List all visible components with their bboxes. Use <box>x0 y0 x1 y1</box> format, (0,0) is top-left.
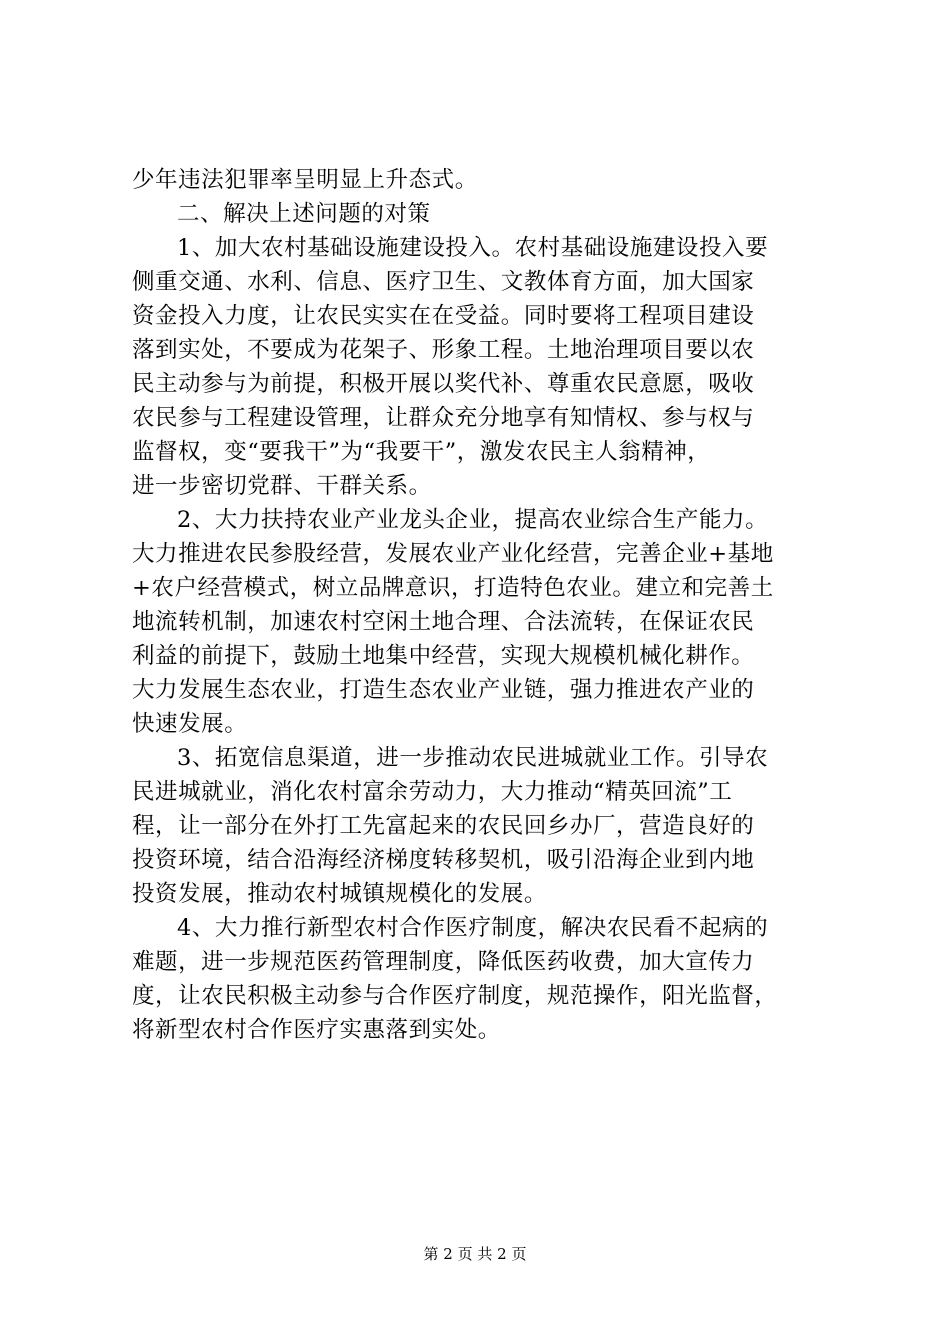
text-line: 2、大力扶持农业产业龙头企业，提高农业综合生产能力。 <box>177 507 769 533</box>
text-line: 度，让农民积极主动参与合作医疗制度，规范操作，阳光监督， <box>132 983 778 1009</box>
text-line: 快速发展。 <box>132 711 248 737</box>
text-line: 投资环境，结合沿海经济梯度转移契机，吸引沿海企业到内地 <box>132 847 755 873</box>
text-line: 利益的前提下，鼓励土地集中经营，实现大规模机械化耕作。 <box>132 643 755 669</box>
text-line: 3、拓宽信息渠道，进一步推动农民进城就业工作。引导农 <box>177 745 769 771</box>
text-line: 大力推进农民参股经营，发展农业产业化经营，完善企业+基地 <box>132 541 774 567</box>
text-line: 监督权，变“要我干”为“我要干”，激发农民主人翁精神， <box>132 439 711 465</box>
text-line: 进一步密切党群、干群关系。 <box>132 473 432 499</box>
text-line: 大力发展生态农业，打造生态农业产业链，强力推进农产业的 <box>132 677 755 703</box>
text-line: 投资发展，推动农村城镇规模化的发展。 <box>132 881 547 907</box>
text-line: 地流转机制，加速农村空闲土地合理、合法流转，在保证农民 <box>132 609 755 635</box>
text-line: +农户经营模式，树立品牌意识，打造特色农业。建立和完善土 <box>132 575 774 601</box>
text-line: 少年违法犯罪率呈明显上升态式。 <box>132 167 478 193</box>
document-body <box>132 163 832 1047</box>
text-line: 程，让一部分在外打工先富起来的农民回乡办厂，营造良好的 <box>132 813 755 839</box>
section-heading: 二、解决上述问题的对策 <box>177 201 431 227</box>
text-line: 农民参与工程建设管理，让群众充分地享有知情权、参与权与 <box>132 405 755 431</box>
text-line: 将新型农村合作医疗实惠落到实处。 <box>132 1017 501 1043</box>
text-line: 难题，进一步规范医药管理制度，降低医药收费，加大宣传力 <box>132 949 755 975</box>
text-line: 资金投入力度，让农民实实在在受益。同时要将工程项目建设 <box>132 303 755 329</box>
text-line: 落到实处，不要成为花架子、形象工程。土地治理项目要以农 <box>132 337 755 363</box>
text-line: 民主动参与为前提，积极开展以奖代补、尊重农民意愿，吸收 <box>132 371 755 397</box>
page-number-footer: 第 2 页 共 2 页 <box>423 1245 527 1263</box>
text-line: 民进城就业，消化农村富余劳动力，大力推动“精英回流”工 <box>132 779 733 805</box>
text-line: 侧重交通、水利、信息、医疗卫生、文教体育方面，加大国家 <box>132 269 755 295</box>
text-line: 1、加大农村基础设施建设投入。农村基础设施建设投入要 <box>177 235 769 261</box>
text-line: 4、大力推行新型农村合作医疗制度，解决农民看不起病的 <box>177 915 769 941</box>
